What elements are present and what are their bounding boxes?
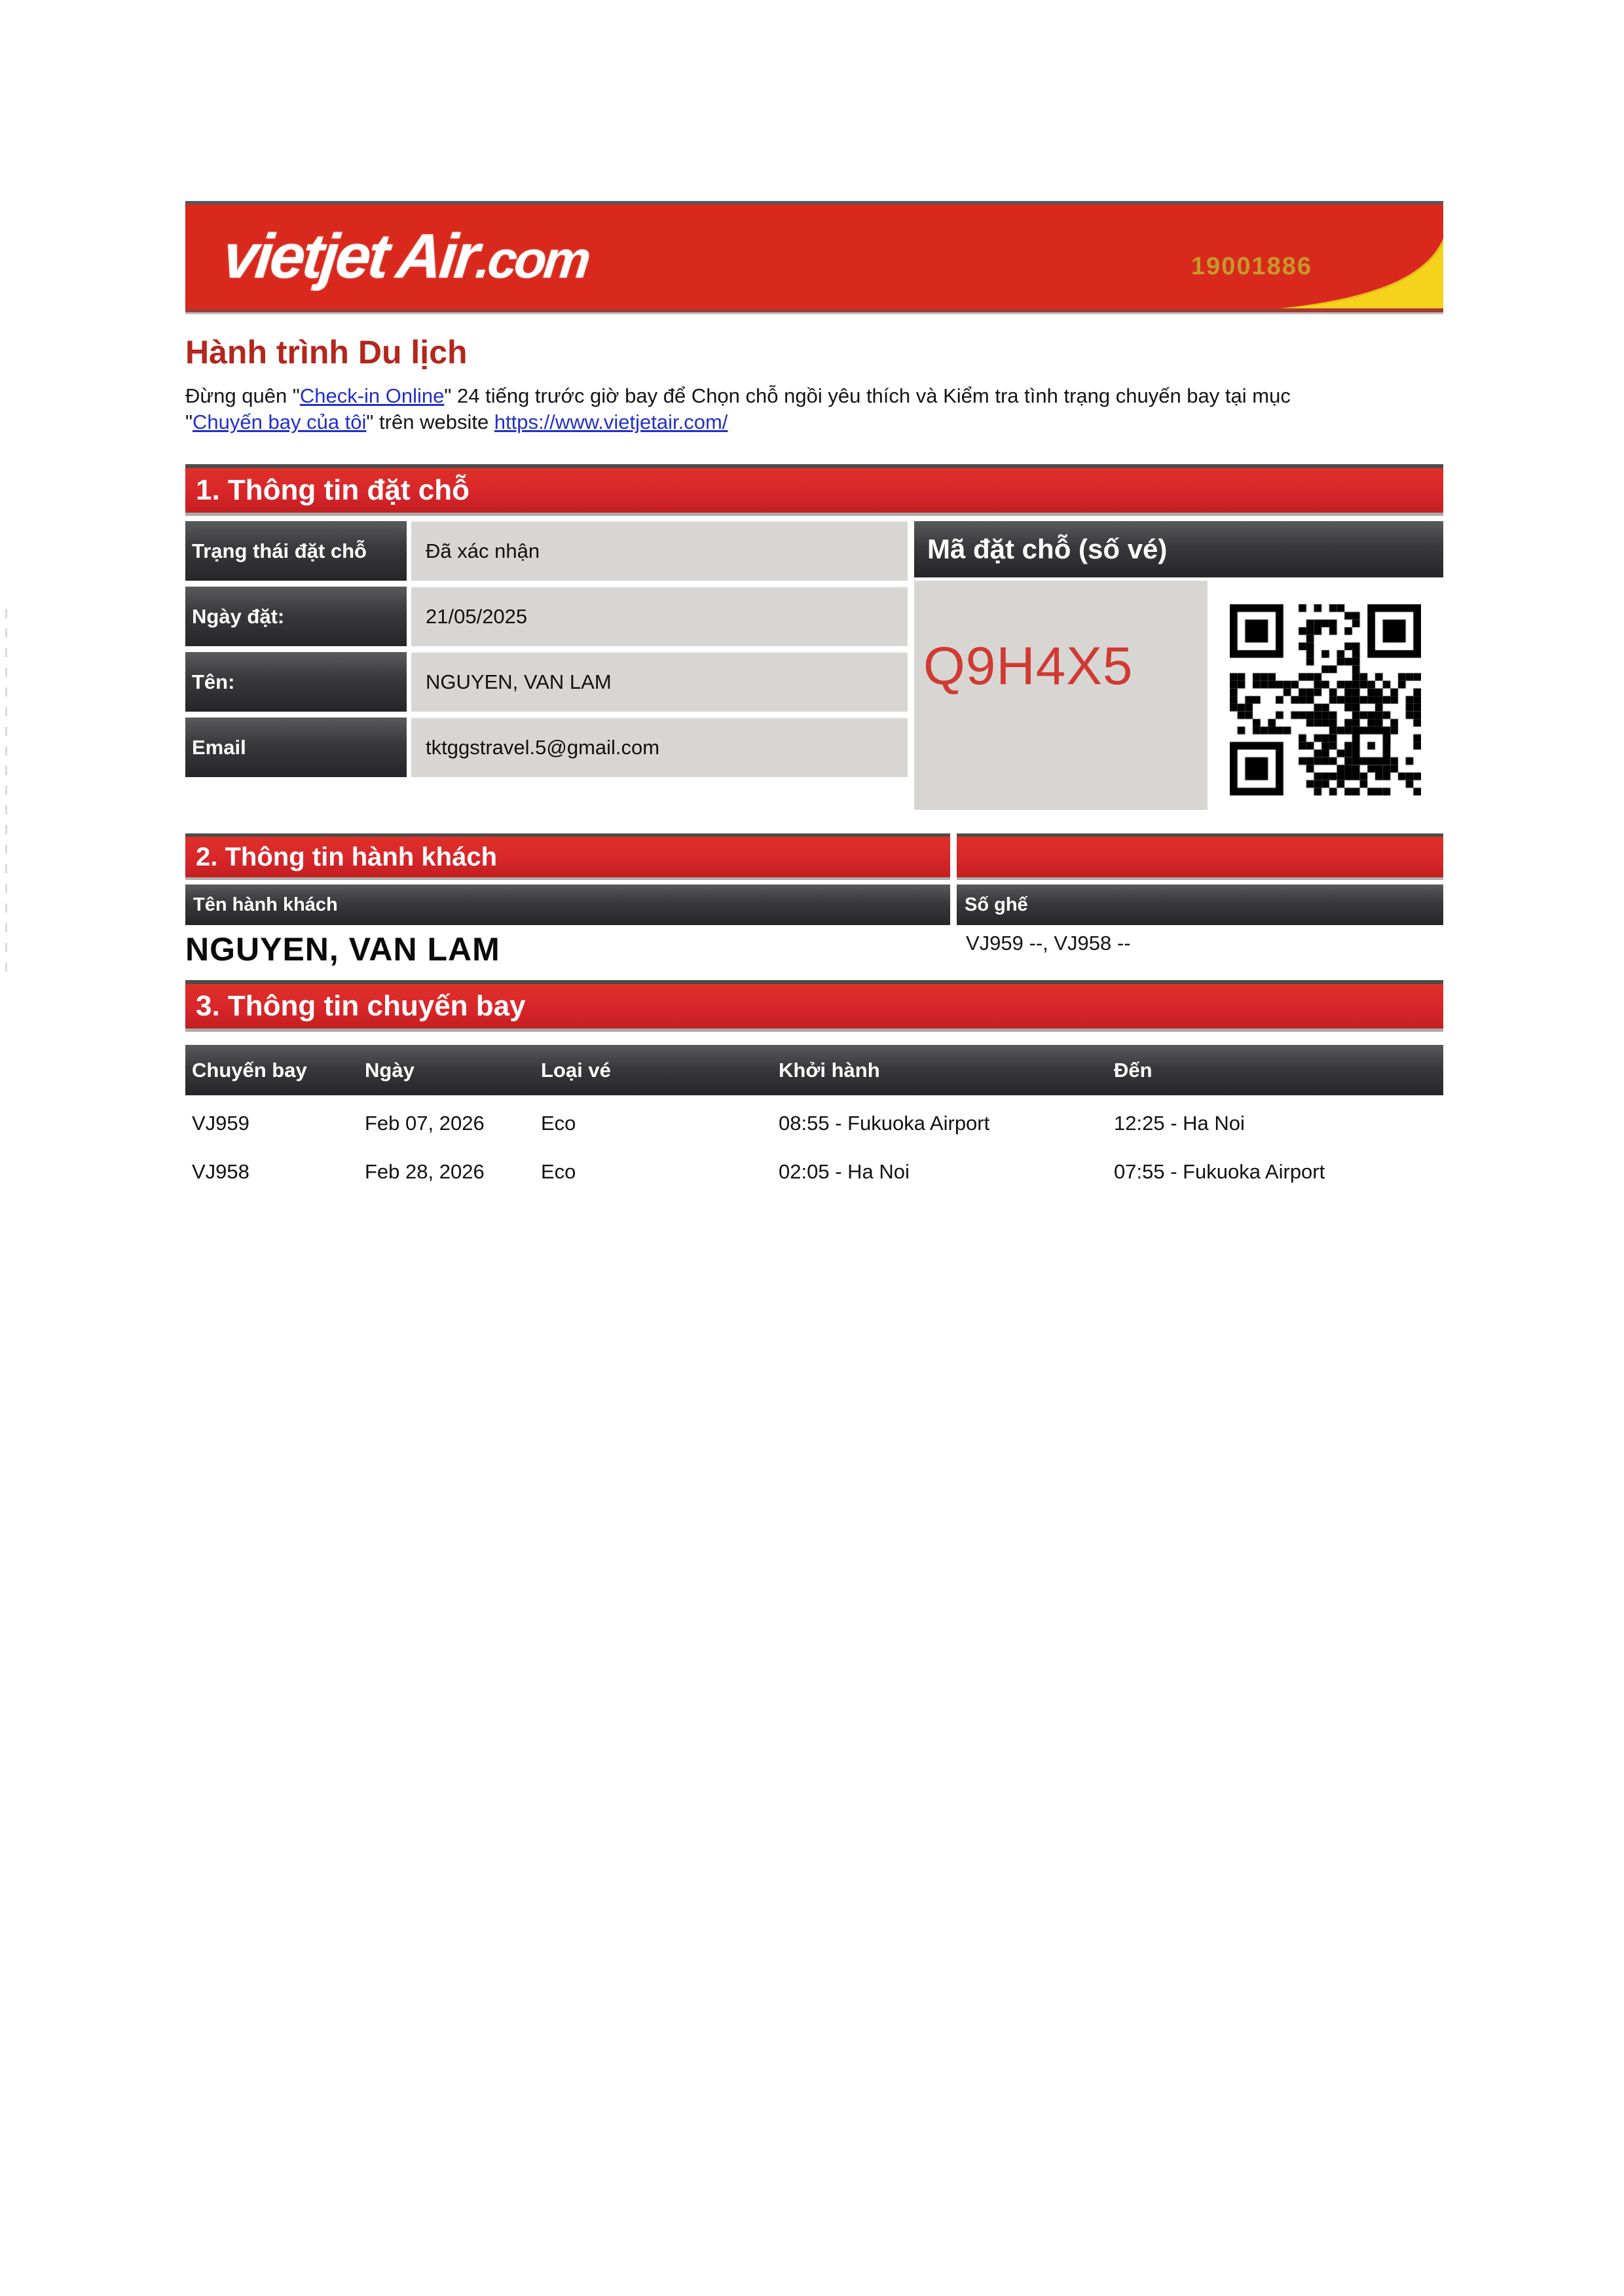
flight-1-arrive: 12:25 - Ha Noi [1114, 1112, 1245, 1135]
section-1-title: 1. Thông tin đặt chỗ [196, 474, 470, 506]
section-2-header-right [957, 833, 1443, 880]
qr-code [1230, 604, 1421, 795]
logo-vietjet-text: vietjet [219, 221, 391, 291]
flight-2-depart: 02:05 - Ha Noi [779, 1160, 910, 1183]
col-arrive: Đến [1114, 1058, 1153, 1082]
booking-email-value: tktggstravel.5@gmail.com [407, 718, 908, 777]
booking-name-label: Tên: [185, 652, 407, 712]
section-2-title: 2. Thông tin hành khách [196, 842, 497, 871]
flight-2-arrive: 07:55 - Fukuoka Airport [1114, 1160, 1325, 1183]
booking-code-header [914, 521, 1443, 577]
logo-air-text: Air [393, 221, 481, 291]
booking-email-label: Email [185, 718, 407, 777]
section-3-header-bar [185, 980, 1443, 1032]
intro-text-1: Đừng quên " [185, 384, 300, 407]
flight-row-1 [185, 1099, 1443, 1148]
booking-code-header-label: Mã đặt chỗ (số vé) [927, 534, 1168, 564]
booking-code: Q9H4X5 [923, 636, 1134, 696]
flight-2-number: VJ958 [192, 1160, 249, 1183]
vietjet-banner [185, 201, 1443, 312]
booking-name-value: NGUYEN, VAN LAM [407, 652, 908, 712]
flight-1-date: Feb 07, 2026 [365, 1112, 485, 1135]
hotline-number: 19001886 [1190, 253, 1312, 280]
document-content [185, 201, 1443, 1196]
intro-text-3: " trên website [366, 410, 494, 433]
vietjetair-url-link[interactable]: https://www.vietjetair.com/ [494, 410, 728, 433]
booking-code-panel [914, 521, 1443, 810]
flight-2-fare: Eco [541, 1160, 576, 1183]
booking-info-table [185, 521, 908, 810]
col-depart: Khởi hành [779, 1058, 880, 1082]
flight-1-fare: Eco [541, 1112, 576, 1135]
booking-code-body [914, 581, 1443, 810]
passenger-name: NGUYEN, VAN LAM [185, 931, 500, 968]
checkin-online-link[interactable]: Check-in Online [299, 384, 445, 407]
flight-2-date: Feb 28, 2026 [365, 1160, 485, 1183]
booking-row-date [185, 587, 908, 646]
booking-row-email [185, 718, 908, 777]
booking-row-status [185, 521, 908, 581]
seat-header-label: Số ghế [965, 894, 1028, 915]
passenger-name-header [185, 884, 950, 925]
seat-numbers: VJ959 --, VJ958 -- [966, 932, 1131, 955]
section-1-header-bar [185, 464, 1443, 516]
seat-cell [957, 930, 1443, 955]
booking-row-name [185, 652, 908, 712]
my-flights-link[interactable]: Chuyến bay của tôi [193, 410, 367, 433]
section-3-title: 3. Thông tin chuyến bay [196, 990, 526, 1022]
logo-dotcom-text: .com [473, 230, 591, 289]
passenger-name-cell [185, 930, 950, 968]
section-2-header-bar [185, 833, 1443, 880]
section-2-header-left [185, 833, 950, 880]
flight-1-number: VJ959 [192, 1112, 249, 1135]
booking-code-box [914, 581, 1208, 810]
passenger-row [185, 930, 1443, 979]
flight-table-header [185, 1045, 1443, 1095]
flight-row-2 [185, 1148, 1443, 1196]
intro-paragraph [185, 383, 1338, 435]
seat-header [957, 884, 1443, 925]
booking-status-value: Đã xác nhận [407, 521, 908, 581]
col-date: Ngày [365, 1058, 415, 1082]
vietjet-logo [219, 219, 593, 294]
booking-date-value: 21/05/2025 [407, 587, 908, 646]
booking-status-label: Trạng thái đặt chỗ [185, 521, 407, 581]
qr-code-area [1208, 581, 1443, 810]
passenger-table-header [185, 884, 1443, 925]
passenger-name-header-label: Tên hành khách [193, 894, 338, 915]
col-fare: Loại vé [541, 1058, 611, 1082]
booking-date-label: Ngày đặt: [185, 587, 407, 646]
scan-artifact-line [5, 609, 7, 975]
booking-info-area [185, 521, 1443, 810]
page-title: Hành trình Du lịch [185, 334, 468, 371]
intro-text-2: " 24 tiếng trước giờ bay để Chọn chỗ ngồi yêu thích và Kiểm tra tình trạng chuyến bay tại mục " [185, 384, 1291, 433]
flight-1-depart: 08:55 - Fukuoka Airport [779, 1112, 990, 1135]
col-flight: Chuyến bay [192, 1058, 307, 1082]
